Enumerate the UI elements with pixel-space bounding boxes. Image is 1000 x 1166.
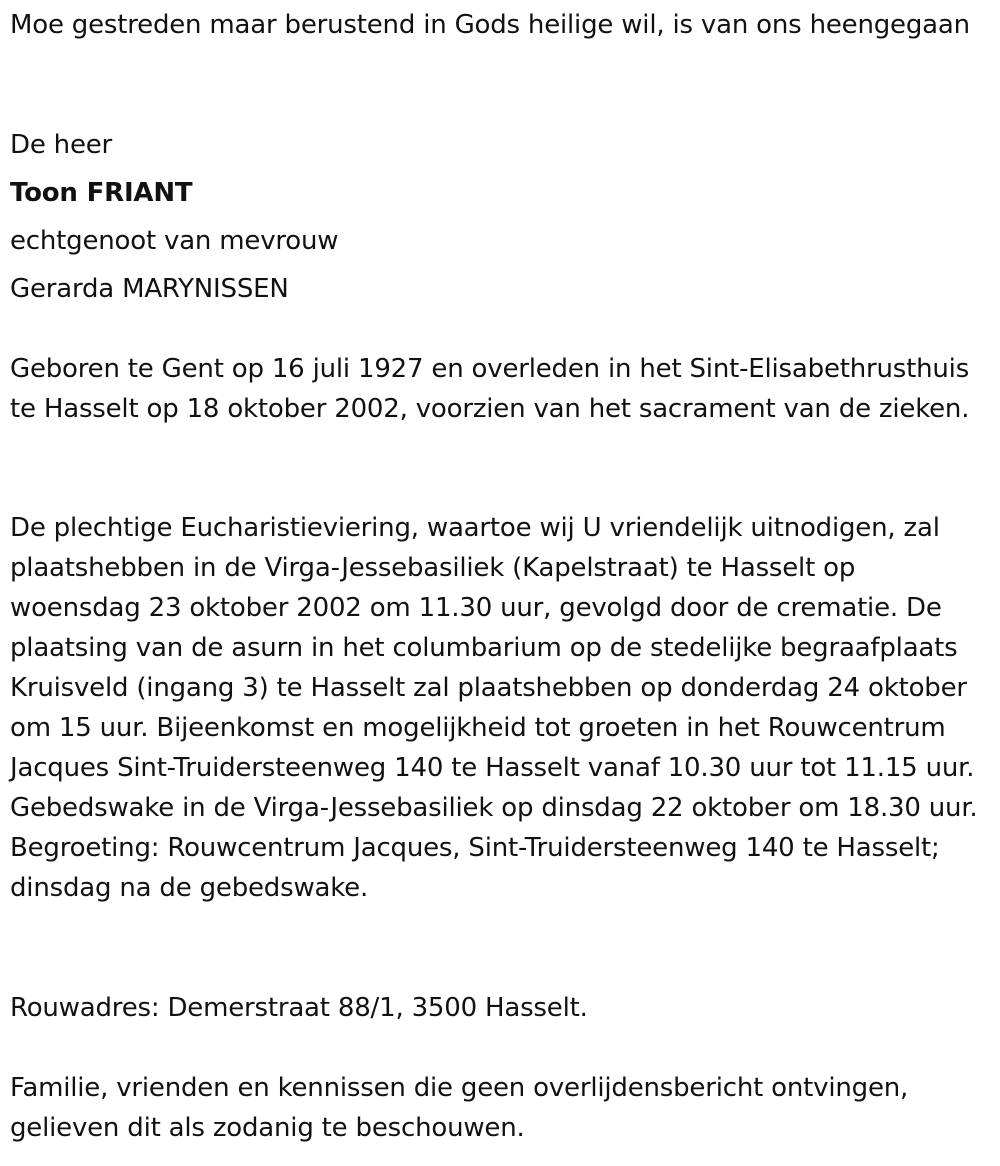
intro-text: Moe gestreden maar berustend in Gods heilige wil, is van ons heengegaan bbox=[10, 10, 970, 40]
closing-text: Familie, vrienden en kennissen die geen overlijdensbericht ontvingen, gelieven dit als zodanig te beschouwen. bbox=[10, 1073, 909, 1143]
birth-death-text: Geboren te Gent op 16 juli 1927 en overleden in het Sint-Elisabethrusthuis te Hasselt op 18 oktober 2002, voorzien van het sacrament van de zieken. bbox=[10, 354, 970, 424]
salutation: De heer bbox=[10, 130, 113, 160]
relation-text: echtgenoot van mevrouw bbox=[10, 226, 339, 256]
mourning-address: Rouwadres: Demerstraat 88/1, 3500 Hasselt. bbox=[10, 993, 588, 1023]
spouse-name: Gerarda MARYNISSEN bbox=[10, 274, 289, 304]
ceremony-text: De plechtige Eucharistieviering, waartoe wij U vriendelijk uitnodigen, zal plaatshebben in de Virga-Jessebasiliek (Kapelstraat) te Hasselt op woensdag 23 oktober 2002 om 11.30 uur, gevolgd door de crematie. De plaatsing van de asurn in het columbarium op de stedelijke begraafplaats Kruisveld (ingang 3) te Hasselt zal plaatshebben op donderdag 24 oktober om 15 uur. Bijeenkomst en mogelijkheid tot groeten in het Rouwcentrum Jacques Sint-Truidersteenweg 140 te Hasselt vanaf 10.30 uur tot 11.15 uur. Gebedswake in de Virga-Jessebasiliek op dinsdag 22 oktober om 18.30 uur. Begroeting: Rouwcentrum Jacques, Sint-Truidersteenweg 140 te Hasselt; dinsdag na de gebedswake. bbox=[10, 513, 978, 903]
deceased-name: Toon FRIANT bbox=[10, 178, 193, 208]
